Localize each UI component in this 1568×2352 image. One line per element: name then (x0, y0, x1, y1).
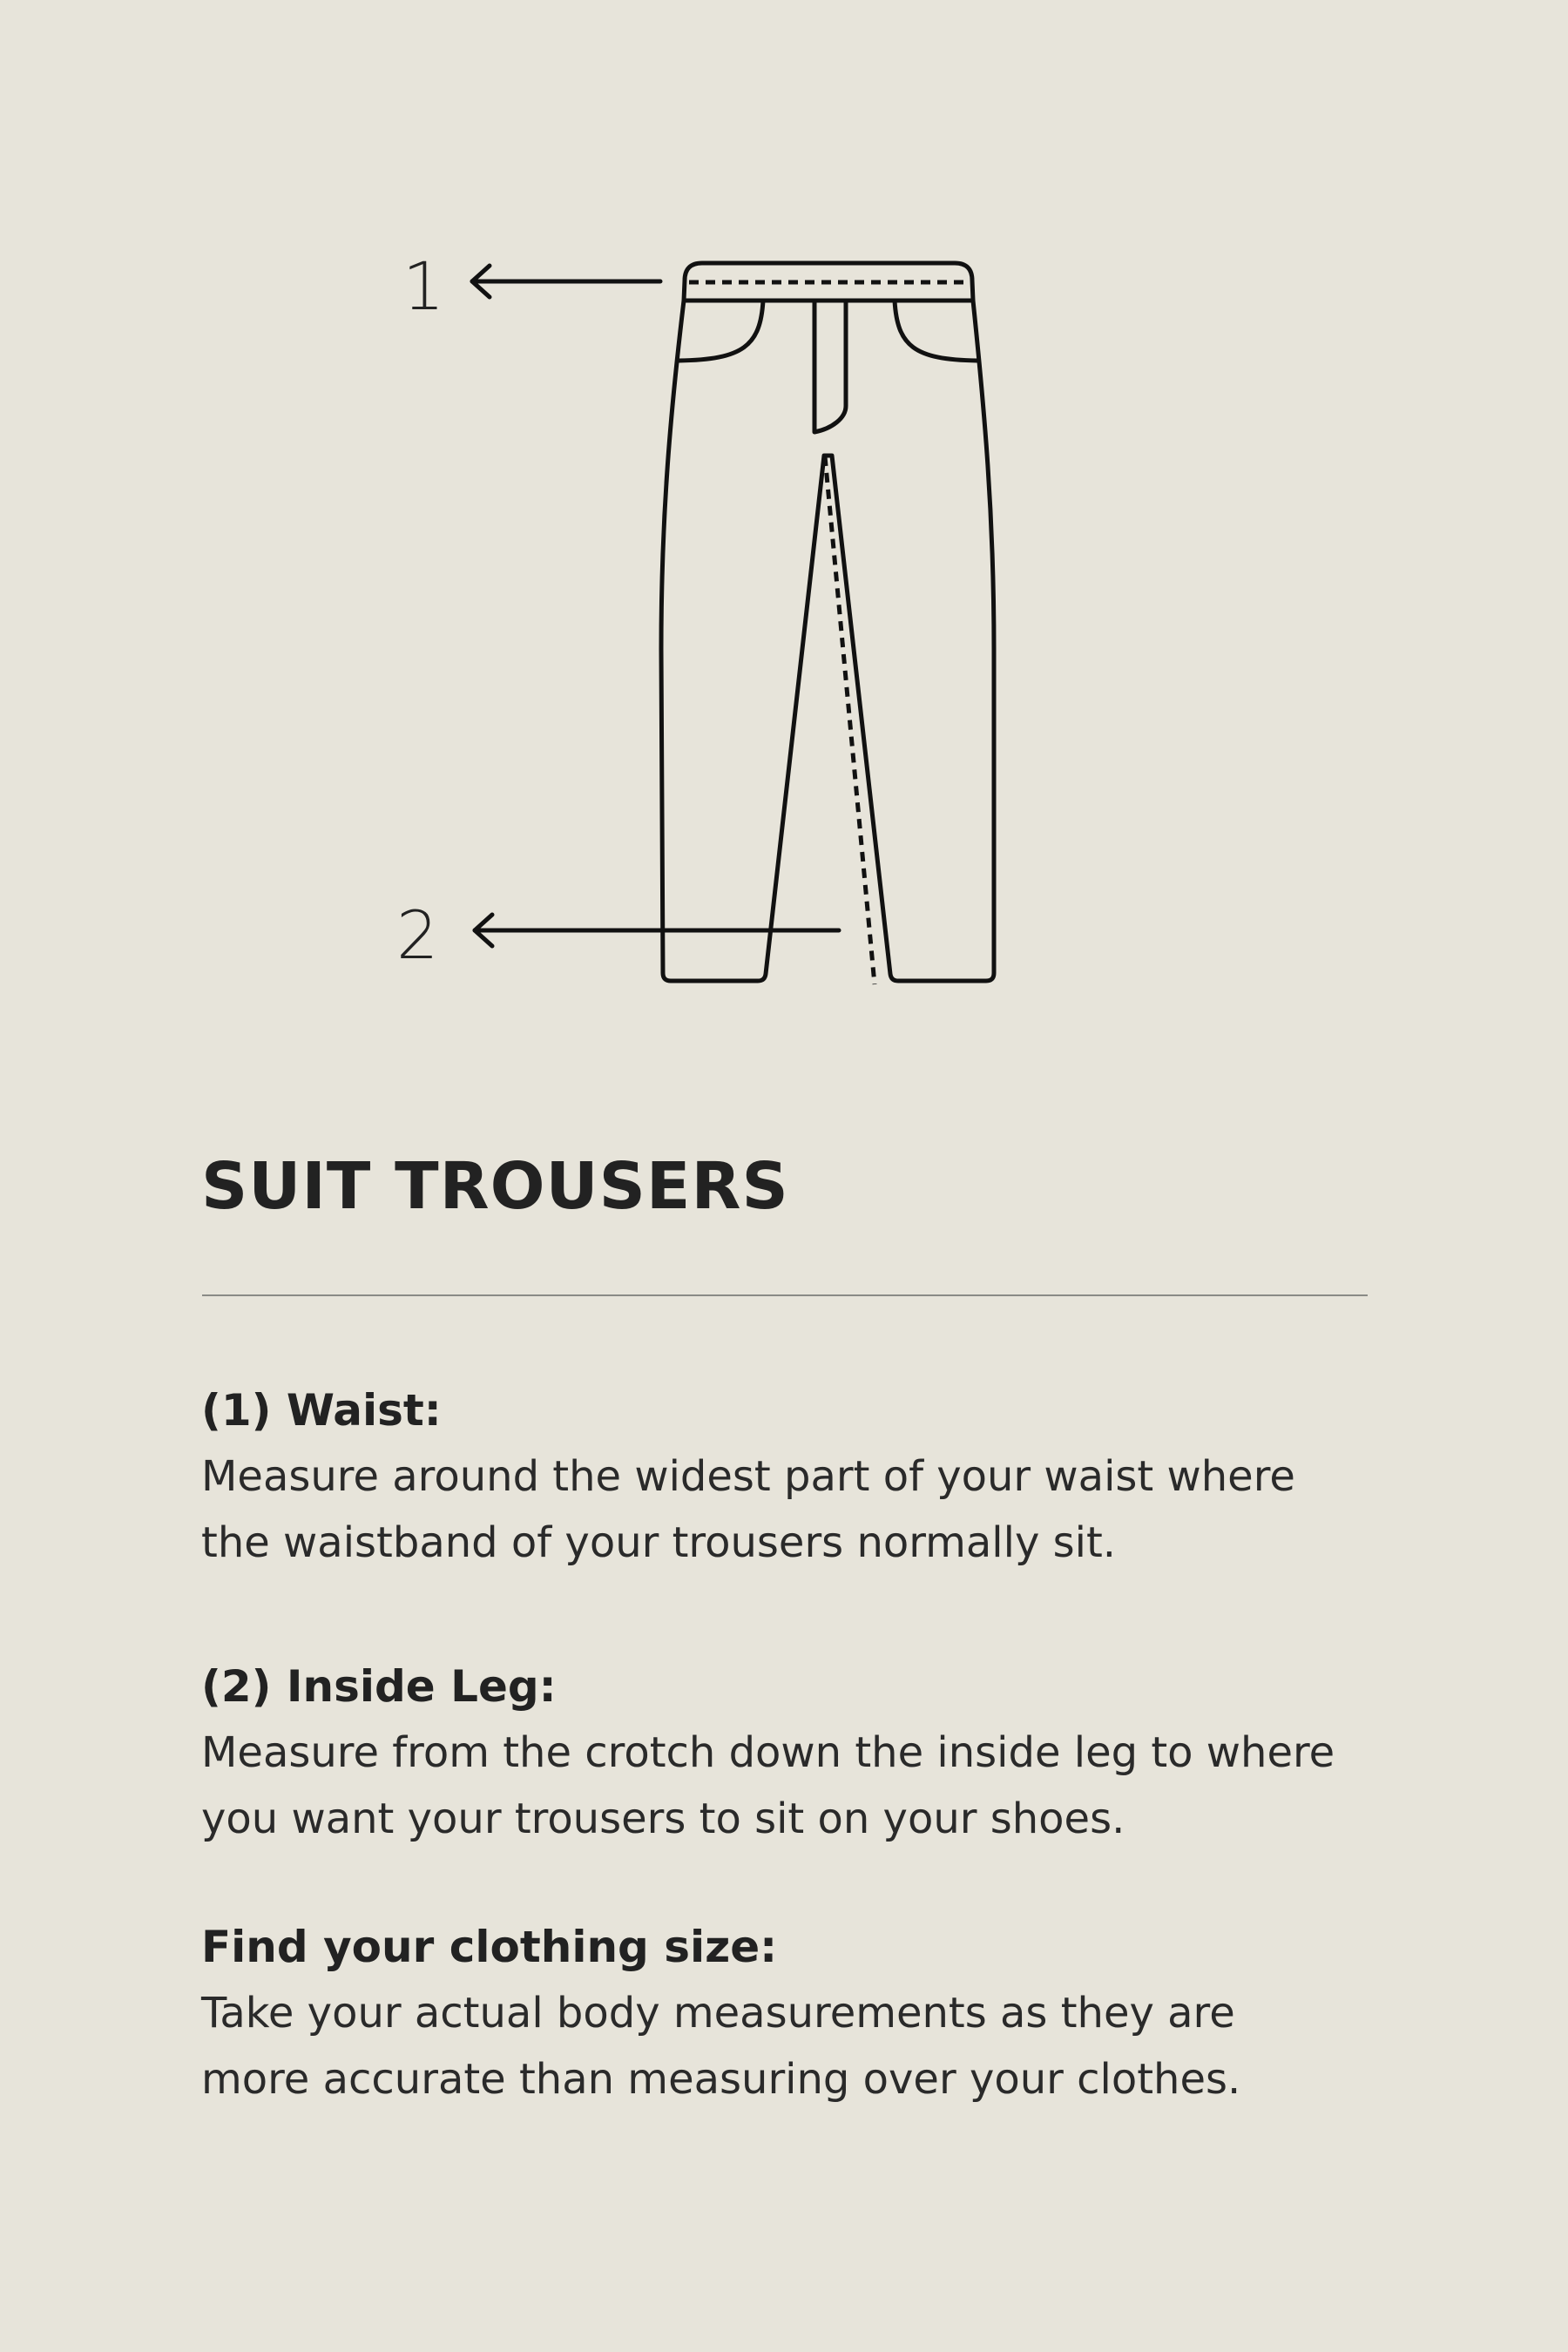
inside-leg-arrow (475, 915, 839, 946)
inside-leg-heading: (2) Inside Leg: (201, 1661, 557, 1712)
waist-text-line-2: the waistband of your trousers normally sit. (201, 1518, 1117, 1567)
waist-arrow (472, 266, 660, 297)
trousers-icon (661, 263, 994, 981)
marker-1-label: 1 (402, 247, 445, 325)
page-title: SUIT TROUSERS (201, 1149, 789, 1224)
inside-leg-section (201, 1653, 1386, 1852)
trousers-measurement-diagram (0, 0, 1568, 1045)
clothing-size-text-line-2: more accurate than measuring over your clothes. (201, 2055, 1241, 2104)
measurement-guides (689, 282, 970, 984)
waist-heading: (1) Waist: (201, 1385, 442, 1436)
waist-section (201, 1377, 1386, 1576)
divider (202, 1294, 1368, 1296)
waist-text-line-1: Measure around the widest part of your waist where (201, 1452, 1295, 1501)
inside-leg-text-line-2: you want your trousers to sit on your shoes. (201, 1794, 1125, 1843)
marker-2-label: 2 (396, 896, 439, 974)
clothing-size-heading: Find your clothing size: (201, 1922, 778, 1972)
clothing-size-text-line-1: Take your actual body measurements as they are (201, 1989, 1235, 2038)
inside-leg-text-line-1: Measure from the crotch down the inside leg to where (201, 1728, 1335, 1777)
clothing-size-section (201, 1914, 1386, 2112)
